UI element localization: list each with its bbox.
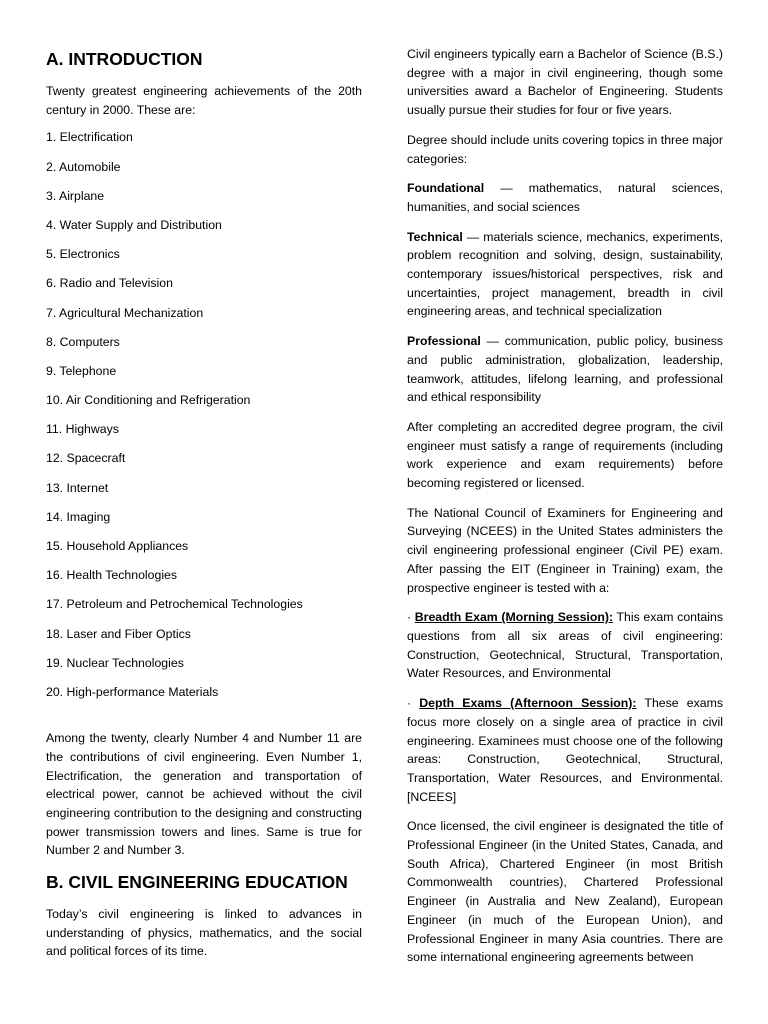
list-item: 18. Laser and Fiber Optics: [46, 626, 191, 641]
list-item: 13. Internet: [46, 480, 109, 495]
list-item: 16. Health Technologies: [46, 568, 178, 583]
category-text: — materials science, mechanics, experiments, problem recognition and solving, design, sustainability, contemporary issues/historical perspectives, risk and uncertainties, project management, breadth in civil engineering areas, and technical specialization: [407, 229, 723, 319]
list-item: 12. Spacecraft: [46, 451, 126, 466]
licensed-paragraph: Once licensed, the civil engineer is designated the title of Professional Engineer (in the United States, Canada, and South Africa), Chartered Engineer (in most British Commonwealth countries), Chartered Professional Engineer (in Australia and New Zealand), European Engineer (in much of the European Union), and Professional Engineer in many Asia countries. There are some international engineering agreements between: [407, 819, 723, 965]
exam-title: Depth Exams (Afternoon Session):: [419, 696, 637, 711]
list-item: 17. Petroleum and Petrochemical Technologies: [46, 597, 303, 612]
education-heading: B. CIVIL ENGINEERING EDUCATION: [46, 872, 348, 893]
category-term: Professional: [407, 334, 481, 349]
list-item: 2. Automobile: [46, 159, 121, 174]
bullet: ·: [407, 696, 420, 711]
bullet: ·: [407, 610, 415, 625]
list-item: 10. Air Conditioning and Refrigeration: [46, 393, 251, 408]
introduction-text: Twenty greatest engineering achievements of the 20th century in 2000. These are:: [46, 84, 362, 117]
list-item: 5. Electronics: [46, 247, 120, 262]
list-item: 11. Highways: [46, 422, 119, 437]
requirements-paragraph: After completing an accredited degree program, the civil engineer must satisfy a range of requirements (including work experience and exam requirements) before becoming registered or licensed.: [407, 419, 723, 491]
list-item: 14. Imaging: [46, 509, 111, 524]
list-item: 7. Agricultural Mechanization: [46, 305, 204, 320]
category-term: Technical: [407, 229, 463, 244]
category-term: Foundational: [407, 181, 485, 196]
exam-title: Breadth Exam (Morning Session):: [414, 610, 614, 625]
category-text: — communication, public policy, business and public administration, globalization, leadership, teamwork, attitudes, lifelong learning, and professional and ethical responsibility: [407, 334, 723, 405]
breadth-exam: [407, 608, 723, 683]
categories-intro: Degree should include units covering topics in three major categories:: [407, 132, 723, 166]
category-technical: [407, 228, 723, 322]
right-column: [407, 45, 723, 978]
education-intro: Today’s civil engineering is linked to advances in understanding of physics, mathematics, and the social and political forces of its time.: [46, 907, 362, 959]
ncees-paragraph: The National Council of Examiners for Engineering and Surveying (NCEES) in the United States administers the civil engineering professional engineer (Civil PE) exam. After passing the EIT (Engineer in Training) exam, the prospective engineer is tested with a:: [407, 505, 723, 595]
category-foundational: [407, 179, 723, 216]
exam-text: This exam contains questions from all six areas of civil engineering: Construction, Geotechnical, Structural, Transportation, Water Resources, and Environmental: [407, 610, 723, 681]
list-item: 6. Radio and Television: [46, 276, 173, 291]
list-item: 4. Water Supply and Distribution: [46, 217, 222, 232]
summary-paragraph: Among the twenty, clearly Number 4 and Number 11 are the contributions of civil engineering. Even Number 1, Electrification, the generation and transportation of electrical power, cannot be achieved without the civil engineering contribution to the designing and constructing power transmission towers and lines. Same is true for Number 2 and Number 3.: [46, 731, 362, 858]
depth-exam: [407, 694, 723, 806]
category-text: — mathematics, natural sciences, humanities, and social sciences: [407, 181, 723, 214]
list-item: 1. Electrification: [46, 130, 133, 145]
category-professional: [407, 332, 723, 407]
achievements-list: [46, 128, 362, 712]
list-item: 3. Airplane: [46, 188, 105, 203]
left-column: [46, 48, 362, 972]
list-item: 20. High-performance Materials: [46, 684, 219, 699]
list-item: 9. Telephone: [46, 363, 117, 378]
list-item: 19. Nuclear Technologies: [46, 655, 184, 670]
introduction-heading: A. INTRODUCTION: [46, 49, 203, 69]
list-item: 8. Computers: [46, 334, 120, 349]
exam-text: These exams focus more closely on a single area of practice in civil engineering. Examinees must choose one of the following areas: Construction, Geotechnical, Structural, Transportation, Water Resources, and Environmental. [NCEES]: [407, 696, 724, 804]
list-item: 15. Household Appliances: [46, 539, 189, 554]
degree-paragraph: Civil engineers typically earn a Bachelor of Science (B.S.) degree with a major in civil engineering, though some universities award a Bachelor of Engineering. Students usually pursue their studies for four or five years.: [407, 47, 723, 118]
